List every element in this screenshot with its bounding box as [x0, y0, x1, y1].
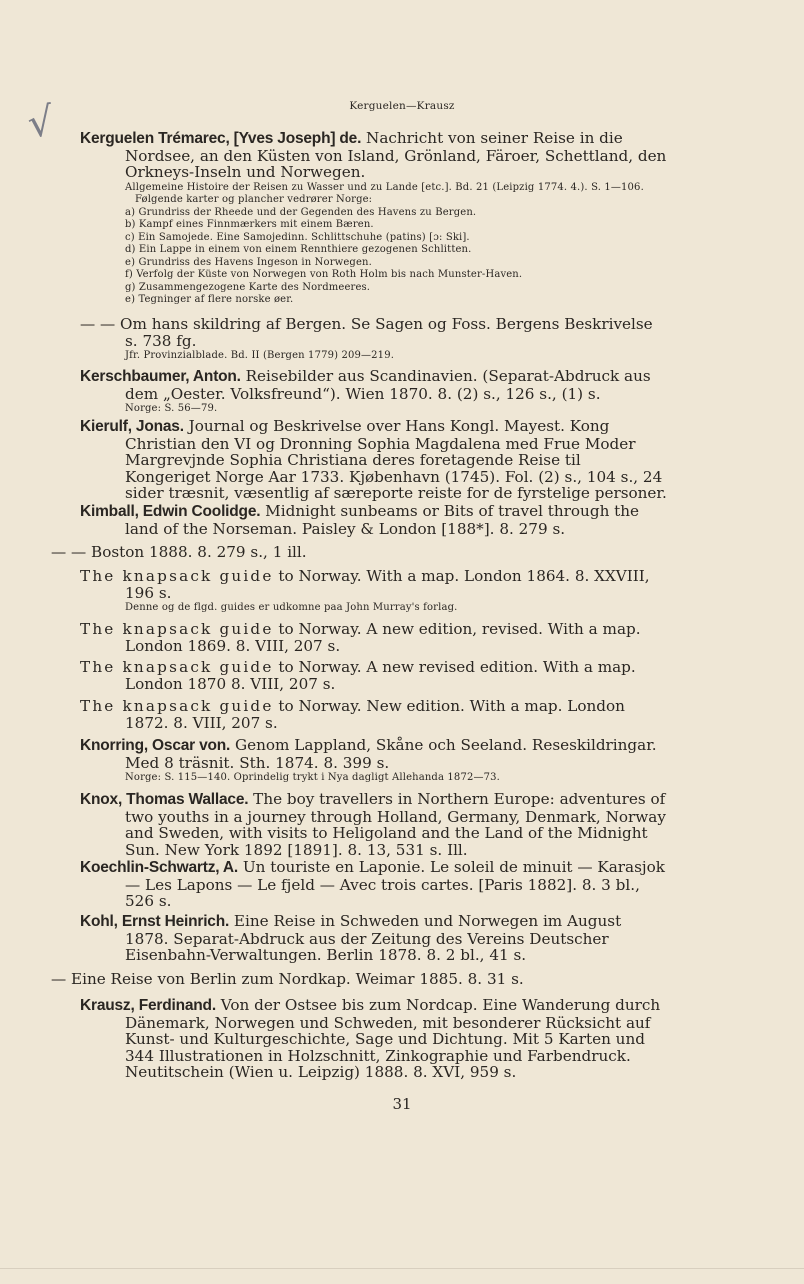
entry-main	[80, 913, 668, 964]
entry-main	[80, 568, 668, 601]
entry-krausz	[80, 997, 668, 1081]
entry-kerguelen-bergen	[80, 316, 668, 363]
entry-knorring	[80, 737, 668, 785]
note-line: e) Grundriss des Havens Ingeson in Norwegen.	[125, 256, 372, 268]
entry-author: Kerguelen Trémarec, [Yves Joseph] de.	[80, 130, 362, 147]
entry-note: Norge: S. 115—140. Oprindelig trykt i Nya dagligt Allehanda 1872—73.	[125, 772, 500, 783]
entry-text: Midnight sunbeams or Bits of travel through the land of the Norseman. Paisley & London [188*]. 8. 279 s.	[125, 502, 640, 538]
entry-main	[80, 698, 668, 731]
entry-lead: The knapsack guide	[80, 658, 274, 676]
note-line: c) Ein Samojede. Eine Samojedinn. Schlittschuhe (patins) [ɔ: Ski].	[125, 231, 470, 243]
note-line: d) Ein Lappe in einem von einem Rennthiere gezogenen Schlitten.	[125, 244, 472, 255]
entry-author: Kohl, Ernst Heinrich.	[80, 913, 230, 930]
entry-main	[80, 418, 668, 502]
entry-text: Un touriste en Laponie. Le soleil de minuit — Karasjok — Les Lapons — Le fjeld — Avec trois cartes. [Paris 1882]. 8. 3 bl., 526 s.	[125, 858, 665, 910]
entry-text: Nachricht von seiner Reise in die Nordsee, an den Küsten von Island, Grönland, Färoer, Schettland, den Orkneys-Inseln und Norwegen.	[125, 129, 667, 181]
entry-notes	[125, 182, 668, 307]
entry-text: to Norway. A new revised edition. With a map. London 1870 8. VIII, 207 s.	[125, 658, 636, 693]
note-line: Følgende karter og plancher vedrører Norge:	[135, 194, 373, 205]
entry-main	[80, 368, 668, 402]
entry-main	[80, 621, 668, 654]
entry-author: Knox, Thomas Wallace.	[80, 791, 249, 808]
entry-koechlin	[80, 859, 668, 910]
entry-main	[80, 997, 668, 1081]
entry-lead: The knapsack guide	[80, 567, 274, 585]
note-line: a) Grundriss der Rheede und der Gegenden des Havens zu Bergen.	[125, 206, 477, 218]
note-line: Allgemeine Histoire der Reisen zu Wasser und zu Lande [etc.]. Bd. 21 (Leipzig 1774. 4.). S. 1—106.	[125, 181, 644, 193]
entry-author: Knorring, Oscar von.	[80, 737, 231, 754]
entry-main	[80, 130, 668, 181]
entry-main	[80, 737, 668, 771]
entry-note: Jfr. Provinzialblade. Bd. II (Bergen 1779) 209—219.	[125, 350, 395, 361]
entry-author: Krausz, Ferdinand.	[80, 997, 216, 1014]
entry-main	[80, 503, 668, 537]
entry-text: Eine Reise in Schweden und Norwegen im August 1878. Separat-Abdruck aus der Zeitung des Vereins Deutscher Eisenbahn-Verwaltungen. Berlin 1878. 8. 2 bl., 41 s.	[125, 912, 622, 964]
entry-kerschbaumer	[80, 368, 668, 416]
entry-knapsack-1864	[80, 568, 668, 615]
entry-author: Kierulf, Jonas.	[80, 418, 184, 435]
note-line: f) Verfolg der Küste von Norwegen von Roth Holm bis nach Munster-Haven.	[125, 269, 523, 280]
entry-main	[80, 659, 668, 692]
note-line: g) Zusammengezogene Karte des Nordmeeres.	[125, 281, 371, 293]
entry-author: Kimball, Edwin Coolidge.	[80, 503, 261, 520]
entry-text: Reisebilder aus Scandinavien. (Separat-Abdruck aus dem „Oester. Volksfreund“). Wien 1870. 8. (2) s., 126 s., (1) s.	[125, 367, 651, 403]
entry-text: to Norway. With a map. London 1864. 8. XXVIII, 196 s.	[125, 567, 650, 602]
entry-knox	[80, 791, 668, 858]
handwritten-check-mark: √	[24, 98, 57, 148]
entry-kimball	[80, 503, 668, 537]
note-line: b) Kampf eines Finnmærkers mit einem Bæren.	[125, 219, 374, 230]
entry-knapsack-1870	[80, 659, 668, 692]
entry-author: Koechlin-Schwartz, A.	[80, 859, 238, 876]
entry-kimball-boston	[51, 543, 668, 561]
entry-author: Kerschbaumer, Anton.	[80, 368, 241, 385]
note-line: e) Tegninger af flere norske øer.	[125, 294, 294, 305]
entry-text: The boy travellers in Northern Europe: adventures of two youths in a journey through Holland, Germany, Denmark, Norway and Sweden, with visits to Heligoland and the Land of the Midnight Sun. New York 1892 [1891]. 8. 13, 531 s. Ill.	[125, 790, 666, 859]
entry-lead: The knapsack guide	[80, 620, 274, 638]
entry-main	[80, 859, 668, 910]
entry-kierulf	[80, 418, 668, 502]
entry-knapsack-1869	[80, 621, 668, 654]
entry-kerguelen	[80, 130, 668, 307]
entry-note: Norge: S. 56—79.	[125, 403, 218, 414]
page-number: 31	[392, 1095, 412, 1113]
entry-note: Denne og de flgd. guides er udkomne paa John Murray's forlag.	[125, 602, 458, 613]
entry-lead: The knapsack guide	[80, 697, 274, 715]
running-head: Kerguelen—Krausz	[349, 100, 455, 112]
entry-knapsack-1872	[80, 698, 668, 731]
entry-text: Genom Lappland, Skåne och Seeland. Reseskildringar. Med 8 träsnit. Sth. 1874. 8. 399 s.	[125, 736, 657, 772]
entry-text: Von der Ostsee bis zum Nordcap. Eine Wanderung durch Dänemark, Norwegen und Schweden, mit besonderer Rücksicht auf Kunst- und Kulturgeschichte, Sage und Dichtung. Mit 5 Karten und 344 Illustrationen in Holzschnitt, Zinkographie und Farbendruck. Neutitschein (Wien u. Leipzig) 1888. 8. XVI, 959 s.	[125, 996, 661, 1081]
entry-text: to Norway. A new edition, revised. With a map. London 1869. 8. VIII, 207 s.	[125, 620, 641, 655]
bottom-edge-line	[0, 1268, 804, 1269]
entry-main	[80, 791, 668, 858]
entry-main: — — Boston 1888. 8. 279 s., 1 ill.	[51, 543, 307, 561]
entry-text: Journal og Beskrivelse over Hans Kongl. Mayest. Kong Christian den VI og Dronning Sophia Magdalena med Frue Moder Margrevjnde Sophia Christiana deres foretagende Reise til Kongeriget Norge Aar 1733. Kjøbenhavn (1745). Fol. (2) s., 104 s., 24 sider træsnit, væsentlig af særeporte reiste for de fyrstelige personer.	[125, 417, 667, 502]
entry-main: — Eine Reise von Berlin zum Nordkap. Weimar 1885. 8. 31 s.	[51, 970, 524, 988]
entry-kohl	[80, 913, 668, 964]
entry-kohl-nordkap	[51, 970, 668, 988]
entry-text: to Norway. New edition. With a map. London 1872. 8. VIII, 207 s.	[125, 697, 625, 732]
entry-main: — — Om hans skildring af Bergen. Se Sagen og Foss. Bergens Beskrivelse s. 738 fg.	[80, 315, 653, 350]
